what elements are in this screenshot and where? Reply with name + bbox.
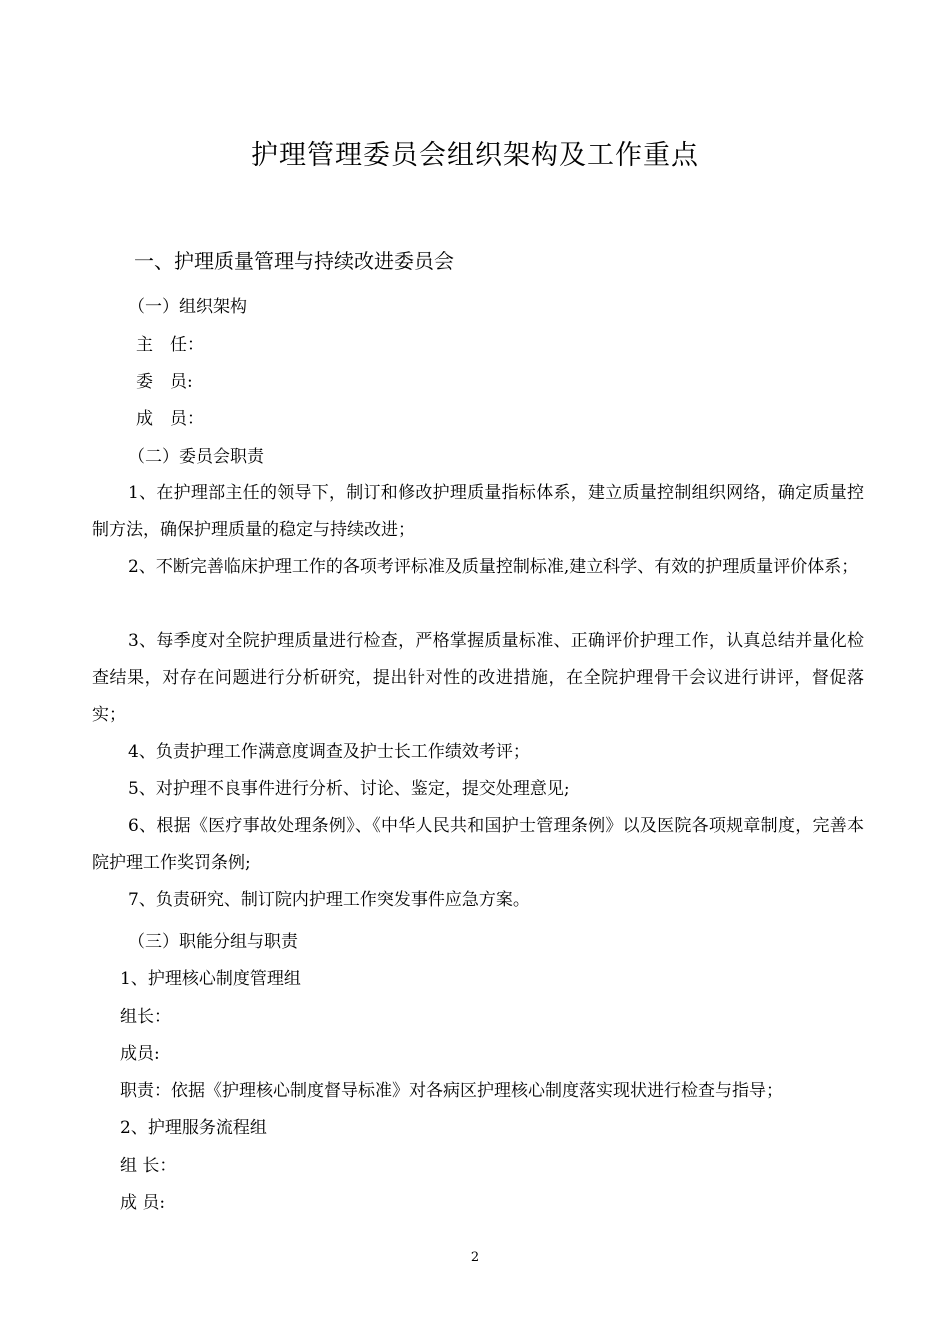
- staff-label: 成 员：: [136, 409, 204, 429]
- org-structure-heading: （一）组织架构: [128, 297, 247, 317]
- groups-heading: （三）职能分组与职责: [128, 932, 298, 952]
- page-number: 2: [470, 1250, 480, 1265]
- duty-item-1: 1、在护理部主任的领导下，制订和修改护理质量指标体系，建立质量控制组织网络，确定质量控制方法，确保护理质量的稳定与持续改进；: [92, 483, 864, 540]
- group1-name: 1、护理核心制度管理组: [120, 969, 301, 989]
- document-title: 护理管理委员会组织架构及工作重点: [251, 140, 699, 171]
- group1-duty: 职责：依据《护理核心制度督导标准》对各病区护理核心制度落实现状进行检查与指导；: [120, 1081, 783, 1101]
- director-label: 主 任：: [136, 335, 204, 355]
- duty-item-4: 4、负责护理工作满意度调查及护士长工作绩效考评；: [128, 742, 530, 762]
- group2-name: 2、护理服务流程组: [120, 1118, 267, 1138]
- duty-item-2: 2、不断完善临床护理工作的各项考评标准及质量控制标准,建立科学、有效的护理质量评价体系；: [128, 557, 859, 577]
- group2-members: 成 员:: [120, 1193, 166, 1213]
- duties-heading: （二）委员会职责: [128, 447, 264, 467]
- duty-item-6: 6、根据《医疗事故处理条例》、《中华人民共和国护士管理条例》以及医院各项规章制度，完善本院护理工作奖罚条例;: [92, 816, 864, 873]
- member-label: 委 员:: [136, 372, 193, 392]
- group2-leader: 组 长：: [120, 1156, 177, 1176]
- group1-members: 成员:: [120, 1044, 160, 1064]
- group1-leader: 组长：: [120, 1007, 171, 1027]
- duty-item-5: 5、对护理不良事件进行分析、讨论、鉴定，提交处理意见;: [128, 779, 570, 799]
- duty-item-3: 3、每季度对全院护理质量进行检查，严格掌握质量标准、正确评价护理工作，认真总结并量化检查结果，对存在问题进行分析研究，提出针对性的改进措施，在全院护理骨干会议进行讲评，督促落实；: [92, 631, 864, 725]
- section-heading: 一、护理质量管理与持续改进委员会: [134, 249, 454, 273]
- duty-item-7: 7、负责研究、制订院内护理工作突发事件应急方案。: [128, 890, 530, 910]
